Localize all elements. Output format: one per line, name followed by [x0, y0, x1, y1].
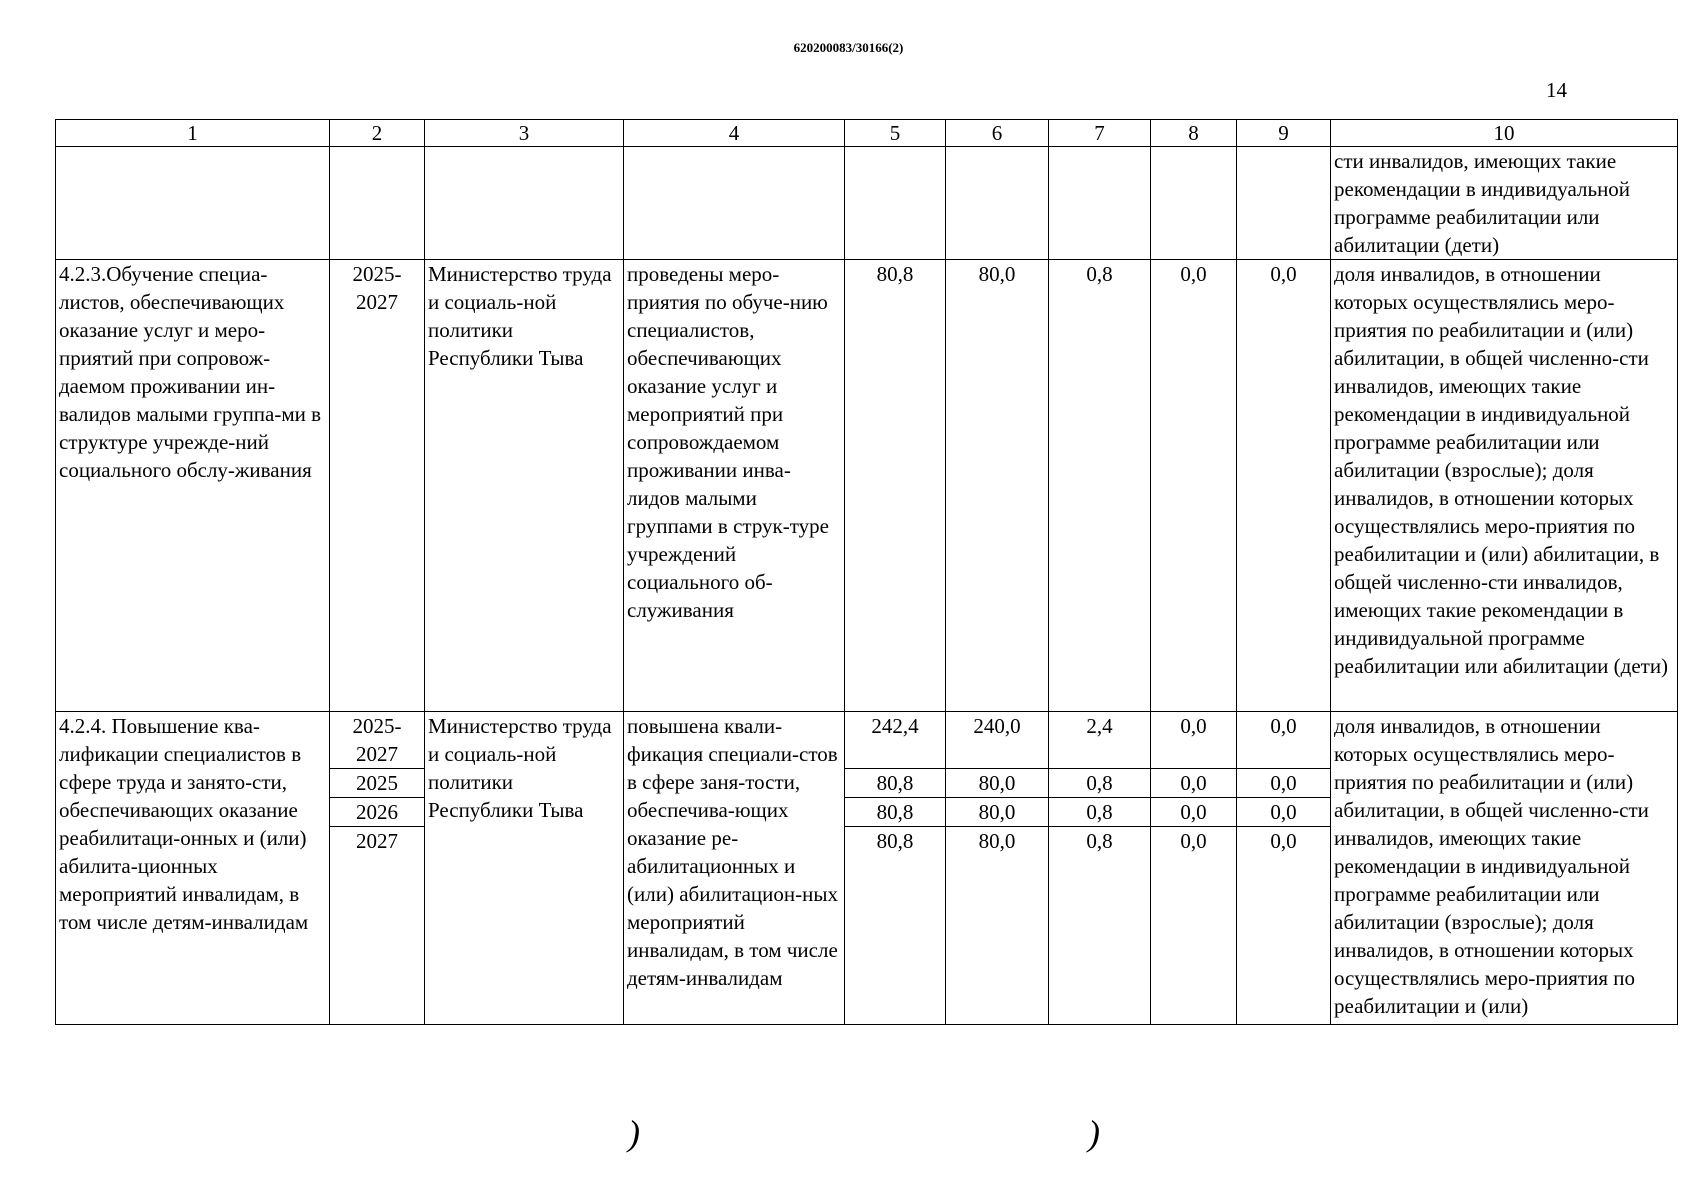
funding-col7	[1049, 712, 1151, 1025]
funding-col8	[1151, 712, 1237, 1025]
handwritten-mark-right: )	[1088, 1113, 1100, 1153]
funding-col8: 0,0	[1151, 260, 1237, 712]
col-number-3: 3	[425, 120, 624, 147]
value: 80,8	[845, 797, 945, 826]
funding-total: 80,8	[845, 260, 946, 712]
value: 242,4	[871, 714, 919, 738]
value: 0,0	[1151, 826, 1236, 855]
table-cell	[946, 147, 1049, 260]
year: 2025-	[352, 262, 402, 286]
program-table	[55, 119, 1678, 1025]
expected-result: проведены меро-приятия по обуче-нию специалистов, обеспечивающих оказание услуг и мероприятий при сопровождаемом проживании инва-лидов малыми группами в струк-туре учреждений социального об-служивания	[624, 260, 845, 712]
table-cell	[845, 147, 946, 260]
value: 0,0	[1237, 826, 1330, 855]
year: 2027	[356, 742, 398, 766]
value: 2,4	[1086, 714, 1113, 738]
value: 80,0	[946, 797, 1048, 826]
activity-years	[330, 260, 425, 712]
funding-col7: 0,8	[1049, 260, 1151, 712]
year: 2027	[356, 290, 398, 314]
year: 2026	[330, 797, 424, 826]
indicators: доля инвалидов, в отношении которых осуществлялись меро-приятия по реабилитации и (или) абилитации, в общей численно-сти инвалидов, имеющих такие рекомендации в индивидуальной программе реабилитации или абилитации (взрослые); доля инвалидов, в отношении которых осуществлялись меро-приятия по реабилитации и (или) абилитации, в общей численно-сти инвалидов, имеющих такие рекомендации в индивидуальной программе реабилитации или абилитации (дети)	[1331, 260, 1678, 712]
value: 0,0	[1237, 797, 1330, 826]
activity-name: 4.2.3.Обучение специа-листов, обеспечивающих оказание услуг и меро-приятий при сопровож-даемом проживании ин-валидов малыми группа-ми в структуре учрежде-ний социального обслу-живания	[56, 260, 330, 712]
table-cell	[1237, 147, 1331, 260]
table-row	[56, 260, 1678, 712]
value: 0,0	[1237, 768, 1330, 797]
expected-result: повышена квали-фикация специали-стов в сфере заня-тости, обеспечива-ющих оказание ре-абилитационных и (или) абилитацион-ных мероприятий инвалидам, в том числе детям-инвалидам	[624, 712, 845, 1025]
continuation-row	[56, 147, 1678, 260]
value: 0,8	[1049, 826, 1150, 855]
col-number-9: 9	[1237, 120, 1331, 147]
activity-name: 4.2.4. Повышение ква-лификации специалистов в сфере труда и занято-сти, обеспечивающих оказание реабилитаци-онных и (или) абилита-ционных мероприятий инвалидам, в том числе детям-инвалидам	[56, 712, 330, 1025]
value: 80,8	[845, 768, 945, 797]
table-row	[56, 712, 1678, 1025]
value: 0,0	[1180, 714, 1207, 738]
activity-years	[330, 712, 425, 1025]
document-code: 620200083/30166(2)	[793, 40, 904, 55]
value: 0,0	[1151, 797, 1236, 826]
value: 0,0	[1151, 768, 1236, 797]
funding-col9	[1237, 712, 1331, 1025]
value: 80,0	[946, 826, 1048, 855]
funding-col9: 0,0	[1237, 260, 1331, 712]
handwritten-mark-left: )	[628, 1113, 640, 1153]
col-number-8: 8	[1151, 120, 1237, 147]
page-number: 14	[1546, 78, 1567, 102]
column-number-row	[56, 120, 1678, 147]
year: 2025	[330, 768, 424, 797]
executor: Министерство труда и социаль-ной политики Республики Тыва	[425, 712, 624, 1025]
table-cell	[425, 147, 624, 260]
executor: Министерство труда и социаль-ной политики Республики Тыва	[425, 260, 624, 712]
col-number-5: 5	[845, 120, 946, 147]
table-cell	[330, 147, 425, 260]
col-number-2: 2	[330, 120, 425, 147]
year: 2027	[330, 826, 424, 855]
value: 0,8	[1049, 797, 1150, 826]
value: 80,8	[845, 826, 945, 855]
col-number-10: 10	[1331, 120, 1678, 147]
table-cell	[56, 147, 330, 260]
value: 0,8	[1049, 768, 1150, 797]
value: 0,0	[1270, 714, 1297, 738]
indicators: доля инвалидов, в отношении которых осуществлялись меро-приятия по реабилитации и (или) абилитации, в общей численно-сти инвалидов, имеющих такие рекомендации в индивидуальной программе реабилитации или абилитации (взрослые); доля инвалидов, в отношении которых осуществлялись меро-приятия по реабилитации и (или)	[1331, 712, 1678, 1025]
table-cell	[624, 147, 845, 260]
funding-col6: 80,0	[946, 260, 1049, 712]
col-number-4: 4	[624, 120, 845, 147]
table-cell	[1049, 147, 1151, 260]
funding-col6	[946, 712, 1049, 1025]
funding-total	[845, 712, 946, 1025]
col-number-6: 6	[946, 120, 1049, 147]
col-number-1: 1	[56, 120, 330, 147]
continuation-indicator: сти инвалидов, имеющих такие рекомендации в индивидуальной программе реабилитации или абилитации (дети)	[1331, 147, 1678, 260]
year: 2025-	[352, 714, 402, 738]
value: 80,0	[946, 768, 1048, 797]
col-number-7: 7	[1049, 120, 1151, 147]
table-cell	[1151, 147, 1237, 260]
value: 240,0	[973, 714, 1021, 738]
